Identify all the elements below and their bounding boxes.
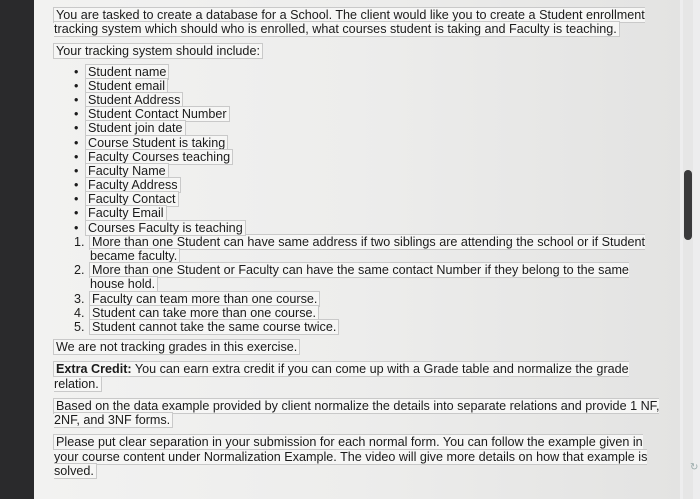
intro-text: You are tasked to create a database for a School. The client would like you to create a Student enrollment tracking system which should who is enrolled, what courses student is taking and Faculty is teaching. — [54, 8, 645, 37]
separation-paragraph: Please put clear separation in your submission for each normal form. You can follow the example given in your course content under Normalization Example. The video will give more details on how that example is solved. — [54, 435, 648, 478]
list-item: • Faculty Contact — [86, 192, 666, 206]
list-item: 3. Faculty can team more than one course. — [88, 292, 666, 306]
include-heading — [54, 44, 666, 58]
list-item: 5. Student cannot take the same course twice. — [88, 320, 666, 334]
list-item: 2. More than one Student or Faculty can have the same contact Number if they belong to the same house hold. — [88, 263, 666, 291]
list-item: • Student email — [86, 79, 666, 93]
rules-list — [54, 235, 666, 334]
document-page — [34, 0, 680, 499]
no-grades-note: We are not tracking grades in this exercise. — [56, 340, 298, 355]
extra-credit-paragraph — [54, 362, 666, 390]
left-dark-edge — [0, 0, 34, 499]
list-item: 4. Student can take more than one course. — [88, 306, 666, 320]
scrollbar-thumb[interactable] — [684, 170, 692, 240]
scrollbar-track[interactable] — [683, 0, 693, 499]
normalize-paragraph: Based on the data example provided by client normalize the details into separate relations and provide 1 NF, 2NF, and 3NF forms. — [54, 398, 660, 428]
intro-paragraph — [54, 8, 666, 36]
list-item: • Faculty Courses teaching — [86, 150, 666, 164]
list-item: • Student name — [86, 65, 666, 79]
list-item: • Student Contact Number — [86, 107, 666, 121]
list-item: 1. More than one Student can have same address if two siblings are attending the school or if Student became faculty. — [88, 235, 666, 263]
refresh-icon: ↻ — [690, 462, 699, 473]
list-item: • Faculty Email — [86, 206, 666, 220]
list-item: • Faculty Address — [86, 178, 666, 192]
field-list — [54, 65, 666, 235]
list-item: • Faculty Name — [86, 164, 666, 178]
list-item: • Student join date — [86, 121, 666, 135]
list-item: • Courses Faculty is teaching — [86, 221, 666, 235]
extra-credit-text: You can earn extra credit if you can come up with a Grade table and normalize the grade relation. — [54, 362, 629, 391]
extra-credit-label: Extra Credit: — [56, 362, 132, 377]
include-heading-text: Your tracking system should include: — [56, 44, 260, 59]
list-item: • Course Student is taking — [86, 136, 666, 150]
assignment-document — [54, 8, 666, 486]
list-item: • Student Address — [86, 93, 666, 107]
